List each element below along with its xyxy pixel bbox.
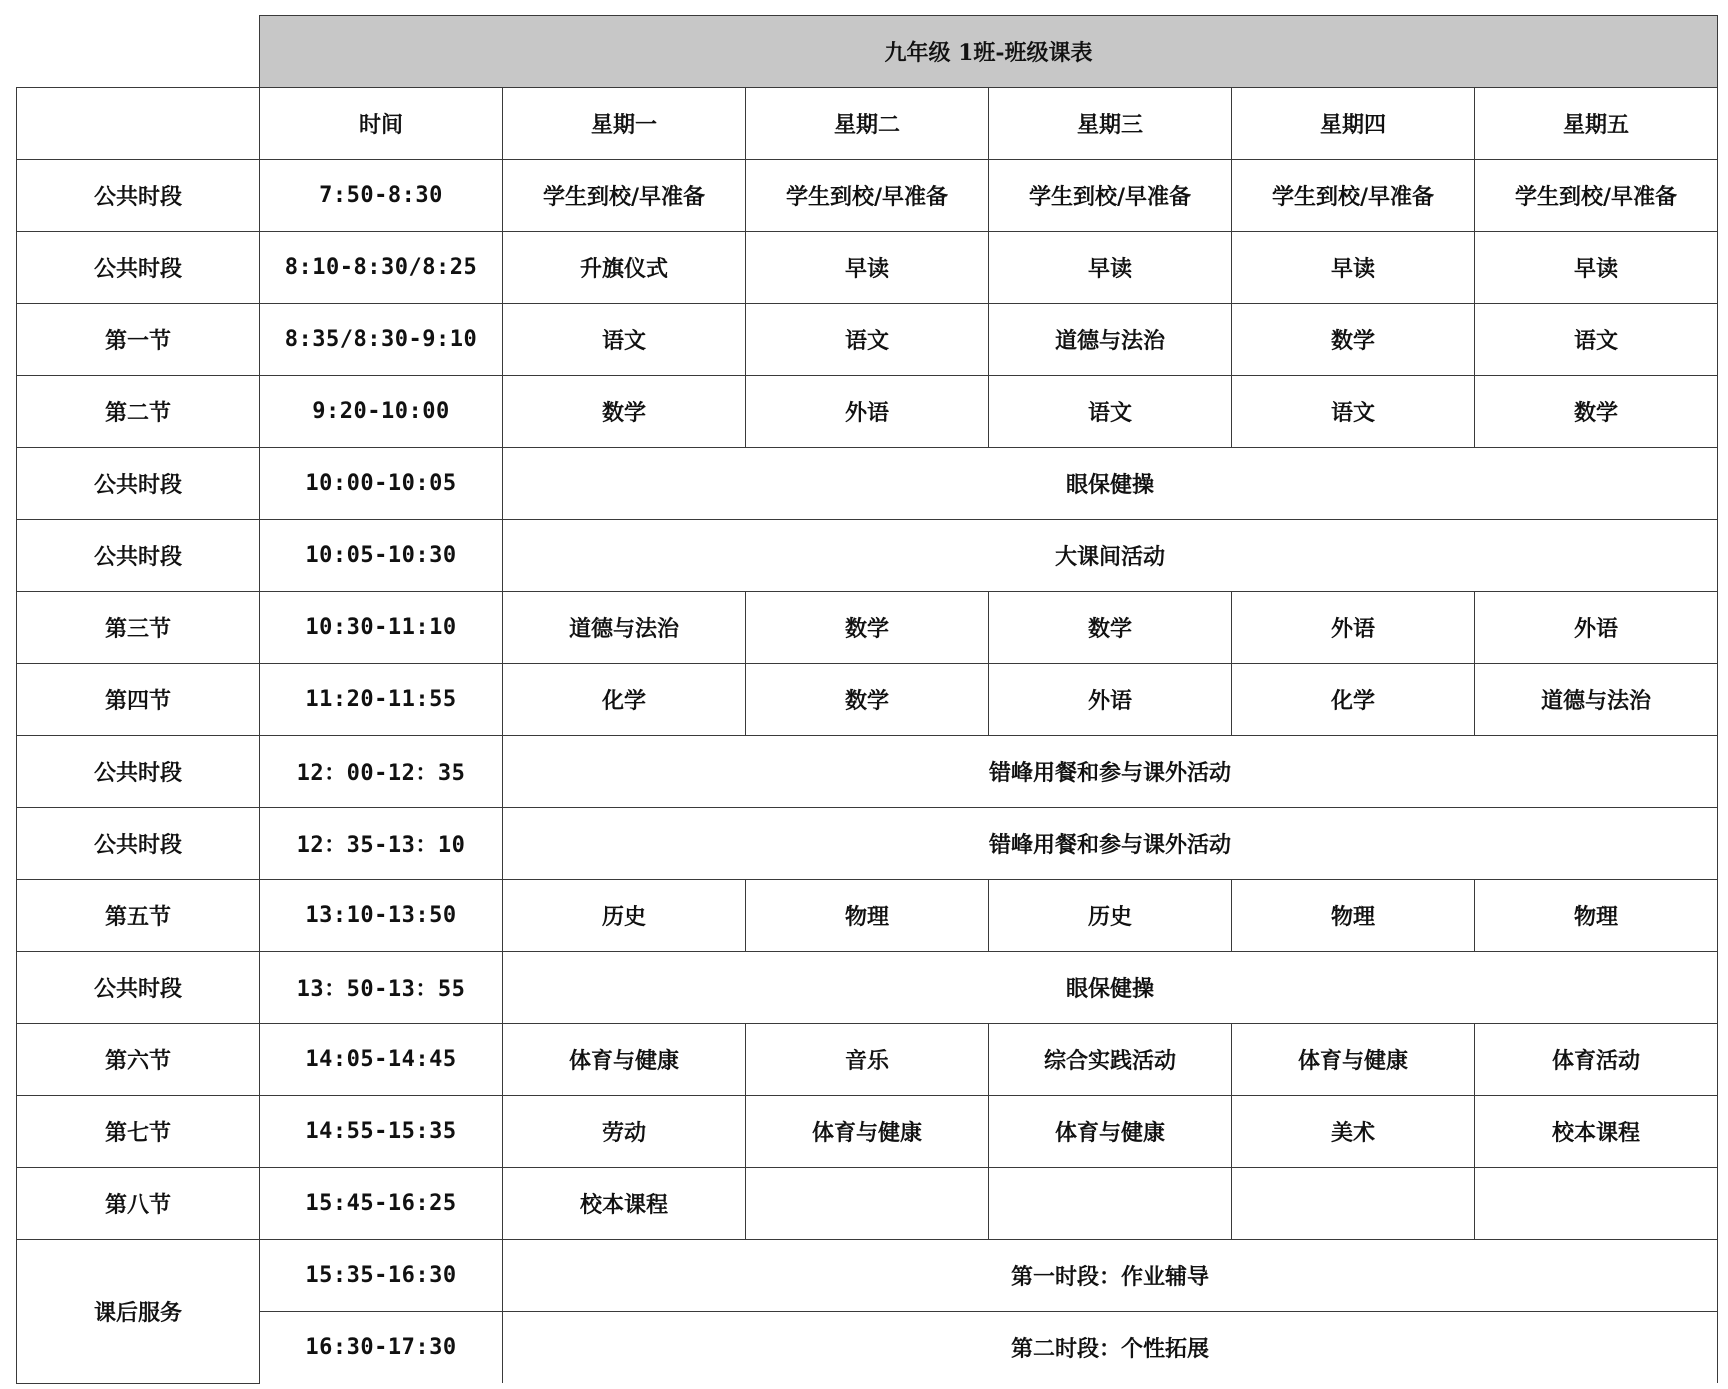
merged-activity-cell: 眼保健操: [503, 448, 1718, 520]
class-cell: 体育与健康: [503, 1024, 746, 1096]
class-cell: [1475, 1168, 1718, 1240]
class-cell: 音乐: [746, 1024, 989, 1096]
class-cell: 外语: [1475, 592, 1718, 664]
after-school-time: 15:35-16:30: [260, 1240, 503, 1312]
period-time: 8:35/8:30-9:10: [260, 304, 503, 376]
class-cell: 学生到校/早准备: [503, 160, 746, 232]
class-cell: 数学: [1232, 304, 1475, 376]
period-label: 第一节: [17, 304, 260, 376]
period-time: 8:10-8:30/8:25: [260, 232, 503, 304]
period-label: 公共时段: [17, 808, 260, 880]
period-label: 公共时段: [17, 232, 260, 304]
merged-activity-cell: 大课间活动: [503, 520, 1718, 592]
after-school-row: [17, 1240, 1718, 1312]
period-time: 12：00-12：35: [260, 736, 503, 808]
schedule-row: [17, 592, 1718, 664]
header-day: 星期一: [503, 88, 746, 160]
period-time: 10:05-10:30: [260, 520, 503, 592]
period-label: 公共时段: [17, 520, 260, 592]
class-cell: 化学: [1232, 664, 1475, 736]
class-cell: 升旗仪式: [503, 232, 746, 304]
header-blank-cell: [17, 88, 260, 160]
schedule-row: [17, 664, 1718, 736]
header-time: 时间: [260, 88, 503, 160]
period-label: 第四节: [17, 664, 260, 736]
header-day: 星期五: [1475, 88, 1718, 160]
header-day: 星期三: [989, 88, 1232, 160]
class-timetable: [16, 15, 1718, 1384]
class-cell: 历史: [989, 880, 1232, 952]
period-label: 公共时段: [17, 952, 260, 1024]
after-school-content: 第二时段：个性拓展: [503, 1312, 1718, 1384]
after-school-row: [17, 1312, 1718, 1384]
period-time: 13：50-13：55: [260, 952, 503, 1024]
merged-activity-cell: 错峰用餐和参与课外活动: [503, 808, 1718, 880]
class-cell: 道德与法治: [503, 592, 746, 664]
class-cell: 学生到校/早准备: [1232, 160, 1475, 232]
class-cell: 体育活动: [1475, 1024, 1718, 1096]
class-cell: 学生到校/早准备: [1475, 160, 1718, 232]
class-cell: 道德与法治: [1475, 664, 1718, 736]
period-time: 13:10-13:50: [260, 880, 503, 952]
period-time: 7:50-8:30: [260, 160, 503, 232]
class-cell: 语文: [746, 304, 989, 376]
class-cell: 校本课程: [1475, 1096, 1718, 1168]
class-cell: [746, 1168, 989, 1240]
class-cell: 历史: [503, 880, 746, 952]
class-cell: 化学: [503, 664, 746, 736]
schedule-row: [17, 952, 1718, 1024]
class-cell: 数学: [746, 664, 989, 736]
schedule-row: [17, 1096, 1718, 1168]
schedule-row: [17, 1168, 1718, 1240]
class-cell: 数学: [503, 376, 746, 448]
class-cell: 美术: [1232, 1096, 1475, 1168]
class-cell: 早读: [746, 232, 989, 304]
period-time: 10:00-10:05: [260, 448, 503, 520]
schedule-row: [17, 1024, 1718, 1096]
period-label: 公共时段: [17, 736, 260, 808]
header-day: 星期二: [746, 88, 989, 160]
period-label: 公共时段: [17, 160, 260, 232]
class-cell: 学生到校/早准备: [989, 160, 1232, 232]
title-row: [17, 16, 1718, 88]
schedule-row: [17, 736, 1718, 808]
after-school-time: 16:30-17:30: [260, 1312, 503, 1384]
class-cell: 体育与健康: [1232, 1024, 1475, 1096]
period-label: 第八节: [17, 1168, 260, 1240]
merged-activity-cell: 眼保健操: [503, 952, 1718, 1024]
class-cell: 外语: [1232, 592, 1475, 664]
class-cell: 外语: [746, 376, 989, 448]
schedule-row: [17, 448, 1718, 520]
class-cell: 劳动: [503, 1096, 746, 1168]
class-cell: 体育与健康: [746, 1096, 989, 1168]
class-cell: 数学: [746, 592, 989, 664]
after-school-label: 课后服务: [17, 1240, 260, 1384]
period-time: 14:55-15:35: [260, 1096, 503, 1168]
period-time: 10:30-11:10: [260, 592, 503, 664]
header-day: 星期四: [1232, 88, 1475, 160]
period-time: 11:20-11:55: [260, 664, 503, 736]
class-cell: 物理: [1475, 880, 1718, 952]
schedule-row: [17, 376, 1718, 448]
class-cell: 道德与法治: [989, 304, 1232, 376]
timetable-title: 九年级 1班-班级课表: [260, 16, 1718, 88]
schedule-row: [17, 304, 1718, 376]
class-cell: 数学: [989, 592, 1232, 664]
class-cell: 综合实践活动: [989, 1024, 1232, 1096]
class-cell: 语文: [1232, 376, 1475, 448]
period-label: 第六节: [17, 1024, 260, 1096]
period-time: 14:05-14:45: [260, 1024, 503, 1096]
blank-corner-cell: [17, 16, 260, 88]
class-cell: 外语: [989, 664, 1232, 736]
class-cell: 学生到校/早准备: [746, 160, 989, 232]
class-cell: 语文: [503, 304, 746, 376]
class-cell: 体育与健康: [989, 1096, 1232, 1168]
schedule-row: [17, 232, 1718, 304]
schedule-row: [17, 880, 1718, 952]
period-time: 12：35-13：10: [260, 808, 503, 880]
class-cell: 数学: [1475, 376, 1718, 448]
class-cell: 语文: [1475, 304, 1718, 376]
schedule-row: [17, 160, 1718, 232]
class-cell: 物理: [1232, 880, 1475, 952]
class-cell: 语文: [989, 376, 1232, 448]
period-label: 第三节: [17, 592, 260, 664]
period-label: 第二节: [17, 376, 260, 448]
period-label: 第五节: [17, 880, 260, 952]
class-cell: [989, 1168, 1232, 1240]
period-time: 9:20-10:00: [260, 376, 503, 448]
header-row: [17, 88, 1718, 160]
merged-activity-cell: 错峰用餐和参与课外活动: [503, 736, 1718, 808]
schedule-row: [17, 808, 1718, 880]
class-cell: 早读: [1232, 232, 1475, 304]
class-cell: 物理: [746, 880, 989, 952]
class-cell: 早读: [989, 232, 1232, 304]
class-cell: [1232, 1168, 1475, 1240]
class-cell: 早读: [1475, 232, 1718, 304]
period-label: 第七节: [17, 1096, 260, 1168]
schedule-row: [17, 520, 1718, 592]
class-cell: 校本课程: [503, 1168, 746, 1240]
period-time: 15:45-16:25: [260, 1168, 503, 1240]
after-school-content: 第一时段：作业辅导: [503, 1240, 1718, 1312]
period-label: 公共时段: [17, 448, 260, 520]
